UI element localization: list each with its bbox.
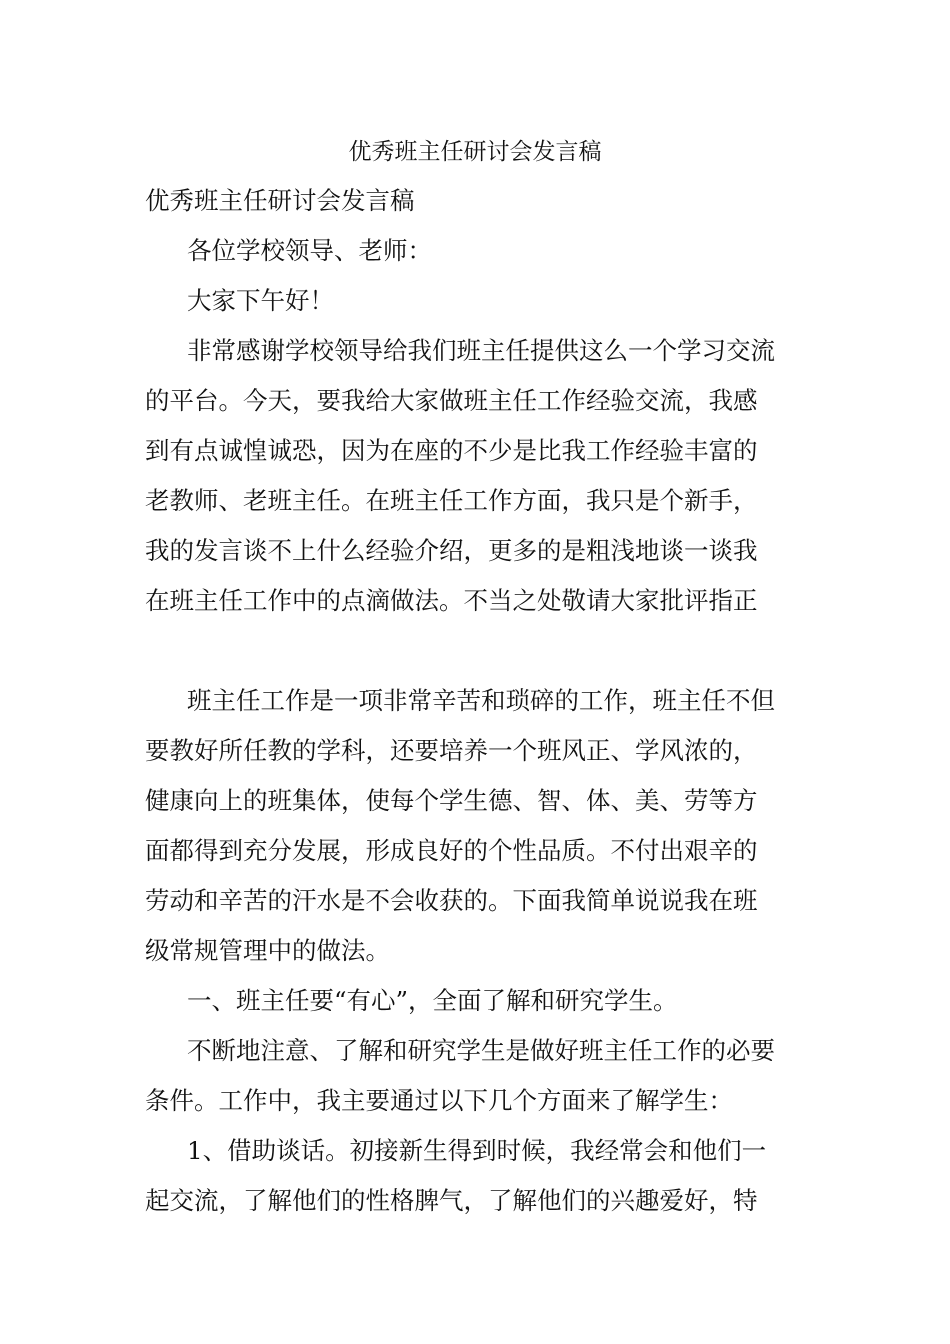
- paragraph-line: 非常感谢学校领导给我们班主任提供这么一个学习交流: [187, 336, 775, 365]
- paragraph-line: 劳动和辛苦的汗水是不会收获的。下面我简单说说我在班: [145, 886, 758, 915]
- paragraph-line: 老教师、老班主任。在班主任工作方面，我只是个新手，: [145, 486, 758, 515]
- paragraph-line: 的平台。今天，要我给大家做班主任工作经验交流，我感: [145, 386, 758, 415]
- paragraph-line: 不断地注意、了解和研究学生是做好班主任工作的必要: [187, 1036, 775, 1065]
- document-title: 优秀班主任研讨会发言稿: [348, 139, 602, 165]
- section-heading: 一、班主任要“有心”，全面了解和研究学生。: [187, 986, 678, 1015]
- paragraph-line: 班主任工作是一项非常辛苦和琐碎的工作，班主任不但: [187, 686, 775, 715]
- paragraph-line: 我的发言谈不上什么经验介绍，更多的是粗浅地谈一谈我: [145, 536, 758, 565]
- paragraph-line: 面都得到充分发展，形成良好的个性品质。不付出艰辛的: [145, 836, 758, 865]
- paragraph-line: 条件。工作中，我主要通过以下几个方面来了解学生：: [145, 1086, 733, 1115]
- paragraph-line: 级常规管理中的做法。: [145, 936, 390, 965]
- paragraph-line: 在班主任工作中的点滴做法。不当之处敬请大家批评指正: [145, 586, 758, 615]
- paragraph-line: 健康向上的班集体，使每个学生德、智、体、美、劳等方: [145, 786, 758, 815]
- paragraph-line: 要教好所任教的学科，还要培养一个班风正、学风浓的，: [145, 736, 758, 765]
- paragraph-line: 到有点诚惶诚恐，因为在座的不少是比我工作经验丰富的: [145, 436, 758, 465]
- list-item-line: 1、借助谈话。初接新生得到时候，我经常会和他们一: [187, 1136, 767, 1165]
- list-item-line: 起交流，了解他们的性格脾气，了解他们的兴趣爱好，特: [145, 1186, 758, 1215]
- document-subtitle: 优秀班主任研讨会发言稿: [145, 186, 415, 215]
- greeting: 大家下午好！: [187, 286, 334, 315]
- salutation: 各位学校领导、老师：: [187, 236, 432, 265]
